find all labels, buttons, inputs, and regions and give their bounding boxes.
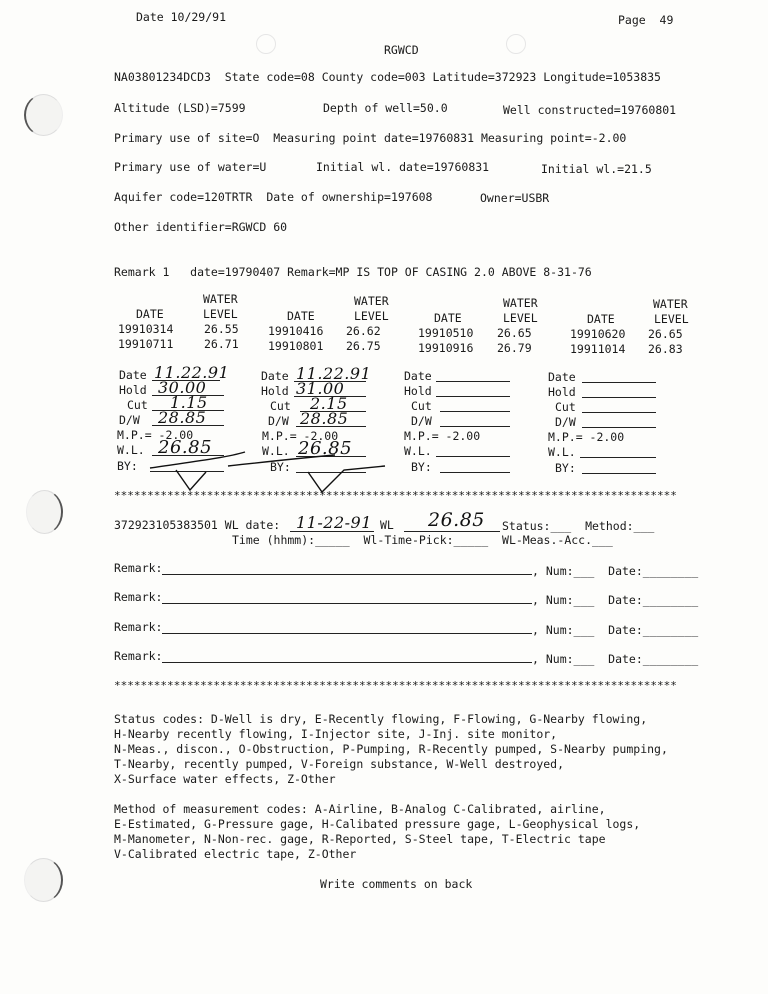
aquifer-code: Aquifer code=120TRTR Date of ownership=197608	[114, 190, 433, 204]
hdr-water: WATER	[203, 292, 238, 306]
table-cell: 26.79	[497, 341, 532, 355]
field-by-label: BY:	[117, 459, 138, 473]
table-cell: 19910620	[570, 327, 626, 341]
field-by-label: BY:	[555, 461, 576, 475]
remark-field	[162, 574, 532, 575]
well-depth: Depth of well=50.0	[323, 101, 448, 115]
handwritten-cut: 2.15	[310, 394, 348, 413]
separator: *************************************************************************************	[114, 679, 677, 692]
handwritten-dw: 28.85	[300, 409, 349, 428]
field-wl-label: W.L.	[117, 443, 145, 457]
field-cut-label: Cut	[127, 398, 148, 412]
status-codes-line: X-Surface water effects, Z-Other	[114, 772, 336, 786]
initial-wl-date: Initial wl. date=19760831	[316, 160, 490, 174]
field-date-label: Date	[119, 368, 147, 382]
remark-num-date: , Num:___ Date:________	[532, 593, 699, 607]
table-cell: 26.83	[648, 342, 683, 356]
remark-label: Remark:	[114, 590, 163, 604]
remark-field	[162, 662, 532, 663]
header-date: Date 10/29/91	[136, 10, 227, 24]
table-cell: 19910916	[418, 341, 474, 355]
site-id-wl-date-label: 372923105383501 WL date:	[114, 518, 281, 532]
hdr-water: WATER	[653, 297, 688, 311]
handwritten-hold: 30.00	[158, 378, 207, 397]
table-cell: 19911014	[570, 342, 626, 356]
header-page: Page 49	[618, 13, 674, 27]
handwritten-dw: 28.85	[158, 408, 207, 427]
field-mp-label: M.P.= -2.00	[117, 428, 194, 442]
field-mp-label: M.P.= -2.00	[404, 429, 481, 443]
field-mp-label: M.P.= -2.00	[262, 429, 339, 443]
table-cell: 26.65	[648, 327, 683, 341]
wl-label: WL	[380, 518, 394, 532]
site-line-1: NA03801234DCD3 State code=08 County code=003 Latitude=372923 Longitude=1053835	[114, 70, 661, 84]
field-hold-label: Hold	[404, 384, 432, 398]
field-mp-label: M.P.= -2.00	[548, 430, 625, 444]
field-hold-label: Hold	[119, 383, 147, 397]
other-identifier: Other identifier=RGWCD 60	[114, 220, 288, 234]
method-codes-line: M-Manometer, N-Non-rec. gage, R-Reported, S-Steel tape, T-Electric tape	[114, 832, 606, 846]
field-dw-label: D/W	[555, 415, 576, 429]
owner: Owner=USBR	[480, 191, 550, 205]
hdr-date: DATE	[287, 309, 315, 323]
hdr-level: LEVEL	[654, 312, 689, 326]
hdr-date: DATE	[434, 311, 462, 325]
table-cell: 26.75	[346, 339, 381, 353]
hdr-level: LEVEL	[354, 309, 389, 323]
altitude: Altitude (LSD)=7599	[114, 101, 246, 115]
field-dw-label: D/W	[411, 414, 432, 428]
remark-field	[162, 603, 532, 604]
table-cell: 26.55	[204, 322, 239, 336]
status-codes-line: H-Nearby recently flowing, I-Injector site, J-Inj. site monitor,	[114, 727, 558, 741]
method-codes-line: Method of measurement codes: A-Airline, B-Analog C-Calibrated, airline,	[114, 802, 606, 816]
field-cut-label: Cut	[555, 400, 576, 414]
hdr-date: DATE	[587, 312, 615, 326]
handwritten-wl: 26.85	[158, 437, 213, 458]
field-wl-label: W.L.	[548, 445, 576, 459]
field-dw-label: D/W	[268, 414, 289, 428]
field-date-label: Date	[404, 369, 432, 383]
remark-label: Remark:	[114, 620, 163, 634]
hdr-level: LEVEL	[503, 311, 538, 325]
remark-field	[162, 633, 532, 634]
wl-value-field	[404, 531, 500, 532]
field-wl-label: W.L.	[262, 444, 290, 458]
status-codes-line: Status codes: D-Well is dry, E-Recently flowing, F-Flowing, G-Nearby flowing,	[114, 712, 648, 726]
table-cell: 26.71	[204, 337, 239, 351]
footer-note: Write comments on back	[320, 877, 473, 891]
field-cut-label: Cut	[270, 399, 291, 413]
remark-num-date: , Num:___ Date:________	[532, 564, 699, 578]
hdr-water: WATER	[503, 296, 538, 310]
handwritten-wl: 26.85	[298, 438, 353, 459]
method-codes-line: E-Estimated, G-Pressure gage, H-Calibated pressure gage, L-Geophysical logs,	[114, 817, 641, 831]
handwritten-cut: 1.15	[170, 393, 208, 412]
remark-label: Remark:	[114, 649, 163, 663]
remark-num-date: , Num:___ Date:________	[532, 623, 699, 637]
table-cell: 19910711	[118, 337, 174, 351]
table-cell: 19910801	[268, 339, 324, 353]
time-line: Time (hhmm):_____ Wl-Time-Pick:_____ WL-Meas.-Acc.___	[232, 533, 613, 547]
table-cell: 26.65	[497, 326, 532, 340]
table-cell: 26.62	[346, 324, 381, 338]
hdr-level: LEVEL	[203, 307, 238, 321]
field-by-label: BY:	[270, 460, 291, 474]
status-method: Status:___ Method:___	[502, 519, 655, 533]
field-date-label: Date	[261, 369, 289, 383]
table-cell: 19910510	[418, 326, 474, 340]
handwritten-hold: 31.00	[296, 379, 345, 398]
field-by-label: BY:	[411, 460, 432, 474]
remark-1: Remark 1 date=19790407 Remark=MP IS TOP OF CASING 2.0 ABOVE 8-31-76	[114, 265, 592, 279]
field-wl-label: W.L.	[404, 444, 432, 458]
header-title: RGWCD	[384, 43, 419, 57]
method-codes-line: V-Calibrated electric tape, Z-Other	[114, 847, 357, 861]
primary-use-water: Primary use of water=U	[114, 160, 267, 174]
primary-use-site: Primary use of site=O Measuring point date=19760831 Measuring point=-2.00	[114, 131, 627, 145]
field-hold-label: Hold	[548, 385, 576, 399]
field-date-label: Date	[548, 370, 576, 384]
field-cut-label: Cut	[411, 399, 432, 413]
remark-num-date: , Num:___ Date:________	[532, 652, 699, 666]
field-hold-label: Hold	[261, 384, 289, 398]
table-cell: 19910314	[118, 322, 174, 336]
remark-label: Remark:	[114, 561, 163, 575]
status-codes-line: T-Nearby, recently pumped, V-Foreign substance, W-Well destroyed,	[114, 757, 565, 771]
handwritten-date: 11.22.91	[154, 363, 230, 382]
separator: *************************************************************************************	[114, 489, 677, 502]
initial-wl: Initial wl.=21.5	[541, 162, 652, 176]
hdr-water: WATER	[354, 294, 389, 308]
table-cell: 19910416	[268, 324, 324, 338]
handwritten-wl-value: 26.85	[428, 509, 485, 531]
handwritten-date: 11.22.91	[296, 364, 372, 383]
status-codes-line: N-Meas., discon., O-Obstruction, P-Pumping, R-Recently pumped, S-Nearby pumping,	[114, 742, 668, 756]
hdr-date: DATE	[136, 307, 164, 321]
field-dw-label: D/W	[119, 413, 140, 427]
well-constructed: Well constructed=19760801	[503, 103, 677, 117]
handwritten-wl-date: 11-22-91	[296, 513, 372, 532]
